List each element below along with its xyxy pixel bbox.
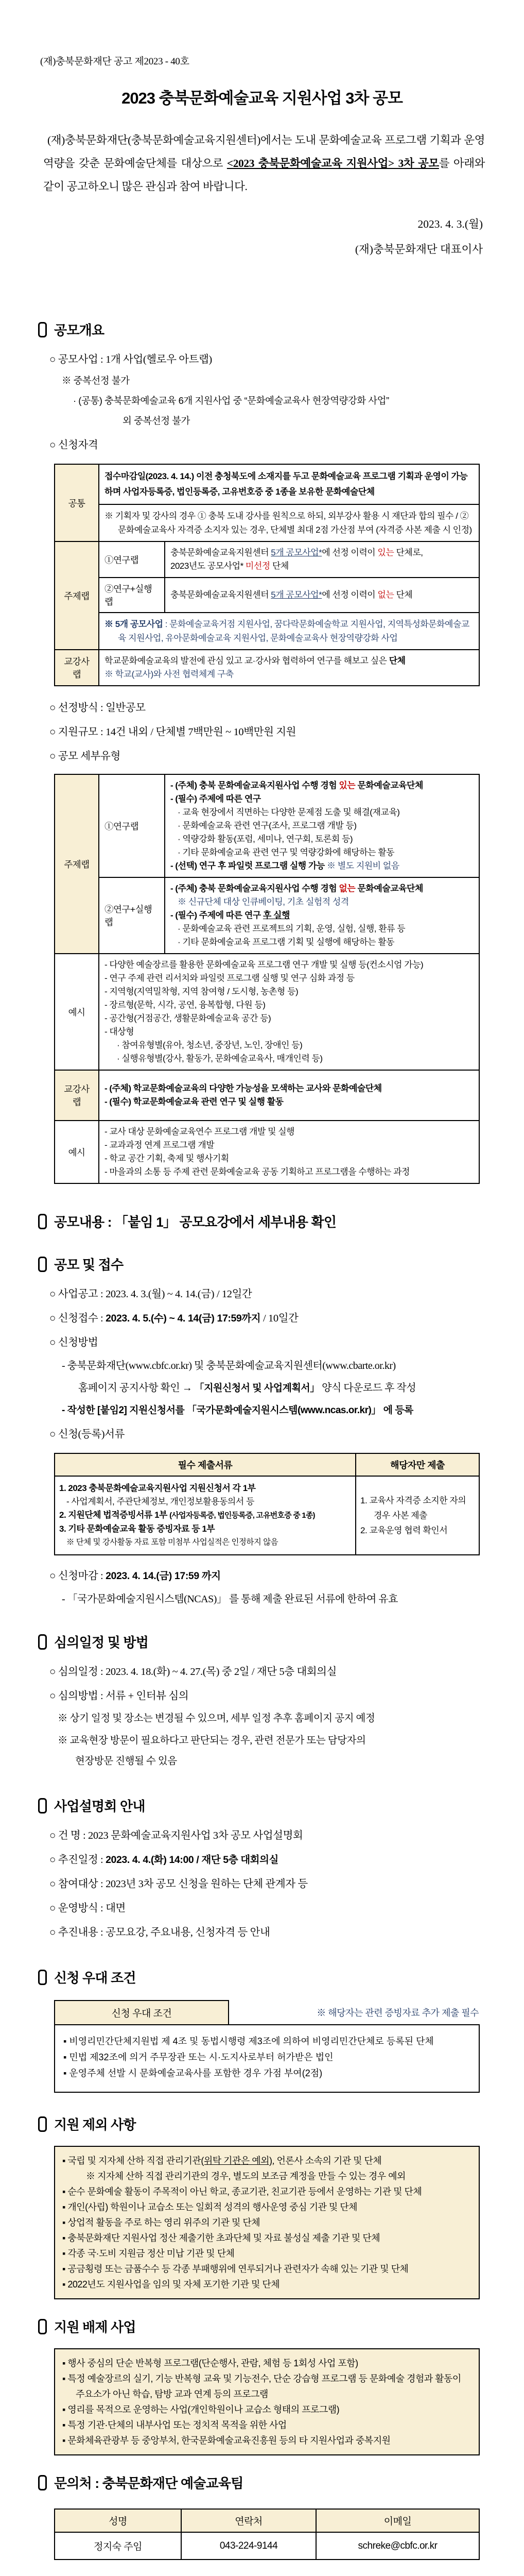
contact-email: schreke@cbfc.or.kr xyxy=(316,2532,479,2560)
section-heading-content xyxy=(38,1212,524,1231)
five-programs-note xyxy=(104,617,474,645)
lab2-red-text: 없는 xyxy=(377,590,394,600)
detail-red: 없는 xyxy=(339,884,356,893)
five-programs-note-rest: : 문화예술교육거점 지원사업, 꿈다락문화예술학교 지원사업, 지역특성화문화예술교육 지원사업, 유아문화예술교육 지원사업, 문화예술교육사 현장역량강화 사업 xyxy=(118,619,469,643)
exclusion-item: ▪ 2022년도 지원사업을 임의 및 자체 포기한 기관 및 단체 xyxy=(62,2279,280,2290)
briefing-schedule-line xyxy=(49,1851,524,1866)
required-doc-line xyxy=(59,1509,351,1522)
optional-doc-line: 1. 교육사 자격증 소지한 자의 경우 사본 제출 xyxy=(360,1496,466,1520)
exclusion-item-text: ▪ 국립 및 지자체 산하 직접 관리기관 xyxy=(62,2156,201,2166)
example-line: - 연구 주제 관련 리서치와 파일럿 프로그램 실행 및 연구 심화 과정 등 xyxy=(104,973,355,983)
banned-item: ▪ 특정 예술장르의 실기, 기능 반복형 교육 및 기능전수, 단순 강습형 프로그램 등 문화예술 경험과 활동이 주요소가 아닌 학습, 탐방 교과 연계 등의 프로그램 xyxy=(62,2374,461,2399)
lab1-text: 충북문화예술교육지원센터 xyxy=(170,548,271,557)
square-bullet-icon xyxy=(38,2475,47,2490)
example-line: - 다양한 예술장르를 활용한 문화예술교육 프로그램 연구 개발 및 실행 등(컨소시엄 가능) xyxy=(104,960,424,970)
square-bullet-icon xyxy=(38,2319,47,2334)
section-heading-contact xyxy=(38,2473,524,2492)
section-heading-label: 공모 및 접수 xyxy=(54,1257,124,1273)
preference-tab-row xyxy=(54,2000,480,2024)
school-text: 학교문화예술교육의 발전에 관심 있고 교·강사와 협력하여 연구를 해보고 싶은 xyxy=(104,656,389,666)
intro-text-pre: (재)충북문화재단(충북문화예술교육지원센터)에서는 도내 문화예술교육 프로그램 기획과 운영역량을 갖춘 문화예술단체를 대상으로 xyxy=(43,134,485,170)
doc3-main: 2. 지원단체 법적증빙서류 1부 xyxy=(59,1510,170,1520)
table-row xyxy=(55,464,479,504)
column-header-phone: 연락처 xyxy=(181,2509,316,2532)
banned-item: ▪ 행사 중심의 단순 반복형 프로그램(단순행사, 관람, 체험 등 1회성 사업 포함) xyxy=(62,2358,358,2368)
briefing-target-line: ○ 참여대상 : 2023년 3차 공모 신청을 원하는 단체 관계자 등 xyxy=(49,1878,308,1890)
row-label-lab2: ②연구+실행랩 xyxy=(99,877,165,954)
exclusion-sub-note: ※ 지자체 산하 직접 관리기관의 경우, 별도의 보조금 계정을 만들 수 있는 경우 예외 xyxy=(86,2171,406,2181)
table-row xyxy=(55,578,479,613)
optional-doc-line: 2. 교육운영 협력 확인서 xyxy=(360,1526,448,1535)
square-bullet-icon xyxy=(38,1970,47,1985)
deadline-label: ○ 신청마감 : xyxy=(49,1570,106,1582)
briefing-schedule-label: ○ 추진일정 : xyxy=(49,1854,106,1866)
doc3-paren: (사업자등록증, 법인등록증, 고유번호증 중 1종) xyxy=(169,1511,315,1520)
review-note2-line2: 현장방문 진행될 수 있음 xyxy=(75,1756,177,1767)
exclusion-item: ▪ 순수 문화예술 활동이 주목적이 아닌 학교, 종교기관, 친교기관 등에서 운영하는 기관 및 단체 xyxy=(62,2187,422,2197)
example-line: - 학교 공간 기획, 축제 및 행사기획 xyxy=(104,1154,229,1163)
row-label-school: 교강사랩 xyxy=(55,650,99,686)
detail-line: · 문화예술교육 관련 프로젝트의 기획, 운영, 실험, 실행, 환류 등 xyxy=(178,924,406,934)
section-heading-label: 신청 우대 조건 xyxy=(54,1970,136,1986)
detail-line: · 교육 현장에서 직면하는 다양한 문제점 도출 및 해결(재교육) xyxy=(178,807,400,817)
example-line: · 참여유형별(유아, 청소년, 중장년, 노인, 장애인 등) xyxy=(117,1040,303,1050)
detail-line: · 기타 문화예술교육 프로그램 기획 및 실행에 해당하는 활동 xyxy=(178,937,395,947)
ncas-valid-line: - 「국가문화예술지원시스템(NCAS)」 를 통해 제출 완료된 서류에 한하여 유효 xyxy=(62,1594,398,1605)
detail-line: · 기타 문화예술교육 관련 연구 및 역량강화에 해당하는 활동 xyxy=(178,848,395,857)
table-row xyxy=(55,504,479,541)
square-bullet-icon xyxy=(38,322,47,337)
required-doc-line: - 사업계획서, 주관단체정보, 개인정보활용동의서 등 xyxy=(66,1497,254,1506)
intro-paragraph xyxy=(43,129,485,198)
section-heading-label: 사업설명회 안내 xyxy=(54,1799,145,1814)
example-line: - 대상형 xyxy=(104,1027,134,1037)
overview-common-note-line2: 외 중복선정 불가 xyxy=(123,415,190,426)
example-line: - 교과과정 연계 프로그램 개발 xyxy=(104,1140,215,1150)
briefing-mode-line: ○ 운영방식 : 대면 xyxy=(49,1903,126,1914)
table-row xyxy=(55,774,479,877)
section-heading-label: 문의처 : 충북문화재단 예술교육팀 xyxy=(54,2476,243,2491)
detail-line: 문화예술교육단체 xyxy=(355,884,423,893)
section-heading-apply xyxy=(38,1255,524,1274)
detail-line: · 문화예술교육 관련 연구(조사, 프로그램 개발 등) xyxy=(178,821,357,831)
overview-dup-note: ※ 중복선정 불가 xyxy=(62,375,130,386)
receipt-period-bold: 2023. 4. 5.(수) ~ 4. 14(금) 17:59까지 xyxy=(106,1313,261,1324)
lab1-link-text: 5개 공모사업* xyxy=(271,548,322,557)
lab2-text: 충북문화예술교육지원센터 xyxy=(170,590,271,600)
briefing-schedule-bold: 2023. 4. 4.(화) 14:00 / 재단 5층 대회의실 xyxy=(106,1854,278,1866)
review-note1: ※ 상기 일정 및 장소는 변경될 수 있으며, 세부 일정 추후 홈페이지 공지 예정 xyxy=(58,1713,375,1724)
row-label-lab1: ①연구랩 xyxy=(99,774,165,877)
lab1-text2: 단체 xyxy=(270,561,289,571)
table-row xyxy=(55,613,479,650)
announce-period-line: ○ 사업공고 : 2023. 4. 3.(월) ~ 4. 14.(금) / 12일간 xyxy=(49,1289,252,1300)
intro-text-post: 를 아래와 같이 공고하오니 많은 관심과 참여 바랍니다. xyxy=(43,157,485,193)
lab2-link-text: 5개 공모사업* xyxy=(271,590,322,600)
overview-qualification-line: ○ 신청자격 xyxy=(49,439,98,451)
row-label-lab1: ①연구랩 xyxy=(99,541,165,578)
optional-docs-cell xyxy=(356,1476,479,1555)
exclusion-item: ▪ 충북문화재단 지원사업 정산 제출기한 초과단체 및 자료 불성실 제출 기관 및 단체 xyxy=(62,2233,380,2243)
briefing-name-line: ○ 건 명 : 2023 문화예술교육지원사업 3차 공모 사업설명회 xyxy=(49,1830,303,1841)
step1-form-name: 「지원신청서 및 사업계획서」 xyxy=(194,1383,320,1394)
document-page xyxy=(0,54,524,2576)
exclusion-item xyxy=(62,2153,471,2168)
section-heading-label: 공모내용 : 「붙임 1」 공모요강에서 세부내용 확인 xyxy=(54,1214,337,1230)
square-bullet-icon xyxy=(38,1634,47,1650)
column-header-optional: 해당자만 제출 xyxy=(356,1453,479,1476)
section-heading-exclusion xyxy=(38,2114,524,2133)
banned-item: ▪ 문화체육관광부 등 중앙부처, 한국문화예술교육진흥원 등의 타 지원사업과 중복지원 xyxy=(62,2435,391,2446)
receipt-label: ○ 신청접수 : xyxy=(49,1313,106,1324)
row-label-lab2: ②연구+실행랩 xyxy=(99,578,165,613)
apply-method-step2: - 작성한 [붙임2] 지원신청서를 「국가문화예술지원시스템(www.ncas.or.kr)」 에 등록 xyxy=(62,1405,413,1416)
briefing-contents-line: ○ 추진내용 : 공모요강, 주요내용, 신청자격 등 안내 xyxy=(49,1927,270,1938)
lab2-text: 에 선정 이력이 xyxy=(322,590,378,600)
lab1-text2: 2023년도 공모사업* xyxy=(170,561,246,571)
lab2-detail-cell xyxy=(165,877,479,954)
banned-box xyxy=(54,2348,480,2455)
deadline-line xyxy=(49,1567,524,1582)
table-row xyxy=(55,2532,479,2560)
preference-box xyxy=(54,2024,480,2093)
table-header-row xyxy=(55,1453,479,1476)
required-doc-note: ※ 단체 및 강사활동 자료 포함 미첨부 사업실적은 인정하지 않음 xyxy=(66,1538,278,1547)
overview-common-note-line1: · (공통) 충북문화예술교육 6개 지원사업 중 “문화예술교육사 현장역량강화 사업” xyxy=(73,395,389,406)
banned-item: ▪ 특정 기관·단체의 내부사업 또는 정치적 목적을 위한 사업 xyxy=(62,2420,287,2430)
detail-line: - (선택) 연구 후 파일럿 프로그램 실행 가능 xyxy=(170,861,327,871)
table-row xyxy=(55,650,479,686)
table-row xyxy=(55,1121,479,1183)
step1-text: 양식 다운로드 후 작성 xyxy=(319,1382,416,1394)
section-heading-label: 심의일정 및 방법 xyxy=(54,1635,149,1650)
school-text-bold: 단체 xyxy=(389,656,406,666)
lab1-red-text: 있는 xyxy=(377,548,394,557)
table-row xyxy=(55,1070,479,1121)
preference-item: ▪ 비영리민간단체지원법 제 4조 및 동법시행령 제3조에 의하여 비영리민간단체로 등록된 단체 xyxy=(63,2036,434,2046)
example-line: - 마을과의 소통 등 주제 관련 문화예술교육 공동 기획하고 프로그램을 수행하는 과정 xyxy=(104,1167,410,1177)
announcer-title: (재)충북문화재단 대표이사 xyxy=(355,243,483,256)
required-doc-line: 1. 2023 충북문화예술교육지원사업 지원신청서 각 1부 xyxy=(59,1483,256,1493)
square-bullet-icon xyxy=(38,1798,47,1814)
documents-table xyxy=(54,1453,480,1555)
detail-line: 문화예술교육단체 xyxy=(355,781,423,790)
row-label-theme: 주제랩 xyxy=(55,541,99,650)
overview-program-line: ○ 공모사업 : 1개 사업(헬로우 아트랩) xyxy=(49,354,212,365)
review-method-line: ○ 심의방법 : 서류 + 인터뷰 심의 xyxy=(49,1690,189,1702)
lab1-detail-cell xyxy=(165,774,479,877)
exclusion-item-underline: (위탁 기관은 예외) xyxy=(201,2156,272,2166)
detail-underline: 후 실행 xyxy=(263,910,290,920)
support-scale-line: ○ 지원규모 : 14건 내외 / 단체별 7백만원 ~ 10백만원 지원 xyxy=(49,726,296,738)
exclusion-item: ▪ 각종 국·도비 지원금 정산 미납 기관 및 단체 xyxy=(62,2248,235,2259)
contact-table xyxy=(54,2509,480,2560)
example-line: - 장르형(문학, 시각, 공연, 융복합형, 다원 등) xyxy=(104,1000,266,1010)
required-docs-cell xyxy=(55,1476,356,1555)
column-header-required: 필수 제출서류 xyxy=(55,1453,356,1476)
detail-line: - (주체) 충북 문화예술교육지원사업 수행 경험 xyxy=(170,884,339,893)
section-heading-label: 지원 제외 사항 xyxy=(54,2117,136,2132)
row-label-example: 예시 xyxy=(55,954,99,1070)
school-note: ※ 학교(교사)와 사전 협력체계 구축 xyxy=(104,669,234,679)
five-programs-note-bold: ※ 5개 공모사업 xyxy=(104,619,163,629)
school-cell xyxy=(99,650,479,686)
example-line: · 실행유형별(강사, 활동가, 문화예술교육사, 매개인력 등) xyxy=(117,1054,323,1063)
table-row xyxy=(55,541,479,578)
exclusion-item: ▪ 개인(사립) 학원이나 교습소 또는 일회적 성격의 행사운영 중심 기관 및 단체 xyxy=(62,2202,358,2212)
section-heading-preference xyxy=(38,1968,524,1987)
lab1-text: 에 선정 이력이 xyxy=(322,548,378,557)
section-heading-review xyxy=(38,1632,524,1651)
common-note-text: ※ 기획자 및 강사의 경우 ① 충북 도내 강사를 원칙으로 하되, 외부강사 활용 시 재단과 합의 필수 / ② 문화예술교육사 자격증 소지자 있는 경우, 단체별 최대 2점 가산점 부여 (자격증 사본 제출 시 인정) xyxy=(104,511,472,535)
exclusion-item: ▪ 상업적 활동을 주로 하는 영리 위주의 기관 및 단체 xyxy=(62,2217,260,2228)
qualification-table xyxy=(54,464,480,686)
column-header-email: 이메일 xyxy=(316,2509,479,2532)
column-header-name: 성명 xyxy=(55,2509,181,2532)
section-heading-briefing xyxy=(38,1796,524,1815)
review-schedule-line: ○ 심의일정 : 2023. 4. 18.(화) ~ 4. 27.(목) 중 2일 / 재단 5층 대회의실 xyxy=(49,1666,337,1677)
lab1-text: 단체로, xyxy=(394,548,423,557)
detail-line: - (필수) 주제에 따른 연구 xyxy=(170,910,263,920)
detail-line: - (필수) 학교문화예술교육 관련 연구 및 실행 활동 xyxy=(104,1097,284,1107)
lab1-red-text2: 미선정 xyxy=(245,561,270,571)
table-header-row xyxy=(55,2509,479,2532)
preference-note: ※ 해당자는 관련 증빙자료 추가 제출 필수 xyxy=(317,2007,479,2018)
detail-navy-note: ※ 신규단체 대상 인큐베이팅, 기초 실험적 성격 xyxy=(178,897,349,907)
detail-navy-note: ※ 별도 지원비 없음 xyxy=(327,861,399,871)
row-label-common: 공통 xyxy=(55,464,99,541)
square-bullet-icon xyxy=(38,2116,47,2132)
row-label-school: 교강사랩 xyxy=(55,1070,99,1121)
lab1-cell xyxy=(165,541,479,578)
section-heading-banned xyxy=(38,2317,524,2336)
square-bullet-icon xyxy=(38,1257,47,1272)
school-detail-cell xyxy=(99,1070,479,1121)
section-heading-label: 공모개요 xyxy=(54,323,104,338)
example2-cell xyxy=(99,1121,479,1183)
detail-red: 있는 xyxy=(339,781,356,790)
banned-item: ▪ 영리를 목적으로 운영하는 사업(개인학원이나 교습소 형태의 프로그램) xyxy=(62,2404,340,2415)
table-row xyxy=(55,954,479,1070)
required-doc-line: 3. 기타 문화예술교육 활동 증빙자료 등 1부 xyxy=(59,1524,215,1534)
receipt-suffix: / 10일간 xyxy=(260,1313,299,1324)
lab2-cell xyxy=(165,578,479,613)
lab2-text: 단체 xyxy=(394,590,413,600)
preference-item: ▪ 운영주체 선발 시 문화예술교육사를 포함한 경우 가점 부여(2점) xyxy=(63,2068,323,2078)
detail-line: - (주체) 충북 문화예술교육지원사업 수행 경험 xyxy=(170,781,339,790)
page-title: 2023 충북문화예술교육 지원사업 3차 공모 xyxy=(121,89,403,107)
apply-method-line: ○ 신청방법 xyxy=(49,1337,98,1348)
signature-block xyxy=(0,212,483,262)
detail-line: - (주체) 학교문화예술교육의 다양한 가능성을 모색하는 교사와 문화예술단체 xyxy=(104,1083,382,1093)
contact-phone: 043-224-9144 xyxy=(181,2532,316,2560)
selection-method-line: ○ 선정방식 : 일반공모 xyxy=(49,702,146,714)
apply-method-step1-line1: - 충북문화재단(www.cbfc.or.kr) 및 충북문화예술교육지원센터(www.cbarte.or.kr) xyxy=(62,1360,396,1371)
section-heading-label: 지원 배제 사업 xyxy=(54,2319,136,2335)
deadline-bold: 2023. 4. 14.(금) 17:59 까지 xyxy=(106,1570,221,1582)
table-row xyxy=(55,1476,479,1555)
example-line: - 공간형(거점공간, 생활문화예술교육 공간 등) xyxy=(104,1013,271,1023)
example-line: - 지역형(지역밀착형, 지역 참여형 / 도시형, 농촌형 등) xyxy=(104,987,299,996)
example1-cell xyxy=(99,954,479,1070)
subtype-table xyxy=(54,774,480,1184)
section-heading-overview xyxy=(38,320,524,339)
receipt-period-line xyxy=(49,1309,524,1325)
exclusion-box xyxy=(54,2146,480,2299)
detail-line: · 역량강화 활동(포럼, 세미나, 연구회, 토론회 등) xyxy=(178,834,353,844)
notice-number: (재)충북문화재단 공고 제2023 - 40호 xyxy=(40,56,189,67)
contact-name: 정지숙 주임 xyxy=(55,2532,181,2560)
preference-item: ▪ 민법 제32조에 의거 주무장관 또는 시·도지사로부터 허가받은 법인 xyxy=(63,2052,334,2062)
exclusion-item: ▪ 공금횡령 또는 금품수수 등 각종 부패행위에 연루되거나 관련자가 속해 있는 기관 및 단체 xyxy=(62,2264,409,2274)
preference-tab: 신청 우대 조건 xyxy=(54,2000,229,2024)
intro-emphasis: <2023 충북문화예술교육 지원사업> 3차 공모 xyxy=(226,157,439,170)
exclusion-item-text: , 언론사 소속의 기관 및 단체 xyxy=(272,2156,382,2166)
review-note2-line1: ※ 교육현장 방문이 필요하다고 판단되는 경우, 관련 전문가 또는 담당자의 xyxy=(58,1735,366,1746)
common-note-cell xyxy=(99,504,479,541)
example-line: - 교사 대상 문화예술교육연수 프로그램 개발 및 실행 xyxy=(104,1127,295,1137)
apply-docs-line: ○ 신청(등록)서류 xyxy=(49,1429,125,1440)
five-programs-note-cell xyxy=(99,613,479,650)
detail-line: - (필수) 주제에 따른 연구 xyxy=(170,794,261,804)
row-label-example: 예시 xyxy=(55,1121,99,1183)
row-label-theme: 주제랩 xyxy=(55,774,99,954)
square-bullet-icon xyxy=(38,1214,47,1229)
common-main-text: 접수마감일(2023. 4. 14.) 이전 충청북도에 소재지를 두고 문화예술교육 프로그램 기획과 운영이 가능하며 사업자등록증, 법인등록증, 고유번호증 중 1종을 보유한 문화예술단체 xyxy=(104,471,468,497)
table-row xyxy=(55,877,479,954)
common-main-cell xyxy=(99,464,479,504)
apply-method-step1-line2 xyxy=(78,1379,524,1394)
step1-text: 홈페이지 공지사항 확인 → xyxy=(78,1382,195,1394)
announcement-date: 2023. 4. 3.(월) xyxy=(417,218,483,230)
subtype-line: ○ 공모 세부유형 xyxy=(49,751,120,762)
